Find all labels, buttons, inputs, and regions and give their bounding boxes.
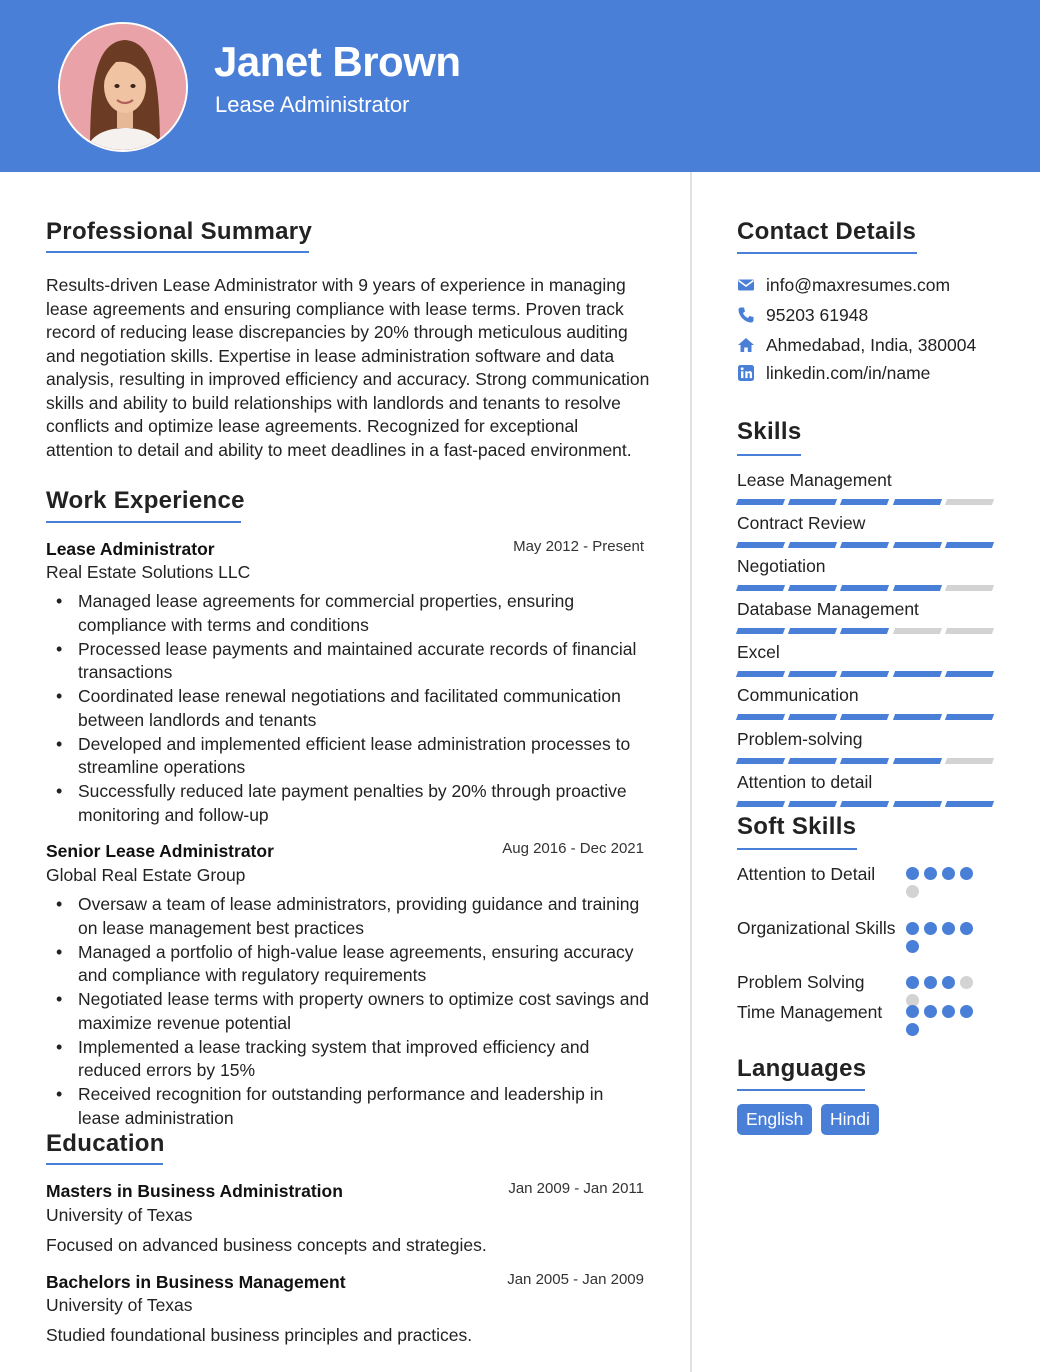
skill-name: Problem-solving	[737, 729, 863, 749]
skill-bar-segment	[788, 542, 837, 548]
job-company: Real Estate Solutions LLC	[46, 562, 251, 582]
skill-bar-segment	[736, 628, 785, 634]
skill-bar-segment	[945, 542, 994, 548]
job-date: Aug 2016 - Dec 2021	[502, 840, 644, 857]
job-bullet: • Successfully reduced late payment penalties by 20% through proactive monitoring and follow-up	[46, 780, 650, 827]
degree-school: University of Texas	[46, 1295, 193, 1315]
skill-bar-segment	[840, 585, 889, 591]
skill-bar-segment	[945, 671, 994, 677]
contact-heading-underline	[737, 252, 917, 254]
rating-dot	[906, 976, 919, 989]
job-title: Lease Administrator	[46, 539, 215, 559]
skill-name: Lease Management	[737, 470, 892, 490]
language-tag: English	[737, 1104, 812, 1135]
rating-dot	[906, 885, 919, 898]
rating-dot	[960, 1005, 973, 1018]
skill-level-bar	[737, 801, 993, 807]
rating-dot	[906, 922, 919, 935]
soft-skill-name: Organizational Skills	[737, 918, 896, 938]
candidate-title: Lease Administrator	[215, 92, 410, 117]
skill-bar-segment	[840, 671, 889, 677]
skill-bar-segment	[840, 542, 889, 548]
job-bullet: • Implemented a lease tracking system that improved efficiency and reduced errors by 15%	[46, 1036, 650, 1083]
avatar-illustration	[60, 24, 188, 152]
skill-bar-segment	[736, 758, 785, 764]
skill-bar-segment	[945, 499, 994, 505]
summary-heading-underline	[46, 251, 309, 253]
rating-dot	[942, 976, 955, 989]
skill-bar-segment	[736, 585, 785, 591]
soft-skills-heading: Soft Skills	[737, 813, 857, 840]
skills-heading: Skills	[737, 418, 802, 445]
skill-bar-segment	[840, 801, 889, 807]
skill-bar-segment	[893, 671, 942, 677]
job-title: Senior Lease Administrator	[46, 841, 274, 861]
rating-dot	[942, 1005, 955, 1018]
skill-bar-segment	[788, 758, 837, 764]
job-bullet: • Developed and implemented efficient lease administration processes to streamline operations	[46, 733, 650, 780]
contact-phone-text: 95203 61948	[766, 304, 869, 325]
rating-dot	[942, 867, 955, 880]
skill-bar-segment	[788, 714, 837, 720]
job-bullet: • Coordinated lease renewal negotiations and facilitated communication between landlords and tenants	[46, 685, 650, 732]
contact-address-text: Ahmedabad, India, 380004	[766, 334, 977, 355]
soft-skill-name: Attention to Detail	[737, 864, 876, 884]
home-icon	[737, 336, 755, 354]
job-bullet: • Managed lease agreements for commercial properties, ensuring compliance with terms and conditions	[46, 590, 650, 637]
skill-bar-segment	[893, 585, 942, 591]
rating-dot	[924, 867, 937, 880]
education-heading-underline	[46, 1163, 163, 1165]
envelope-icon	[737, 276, 755, 294]
soft-skill-rating	[906, 976, 986, 1007]
skill-bar-segment	[736, 801, 785, 807]
rating-dot	[924, 922, 937, 935]
contact-address	[737, 333, 976, 357]
skill-name: Negotiation	[737, 556, 826, 576]
linkedin-icon	[737, 364, 755, 382]
contact-phone[interactable]	[737, 303, 868, 327]
skill-bar-segment	[945, 714, 994, 720]
skill-level-bar	[737, 628, 993, 634]
summary-text: Results-driven Lease Administrator with 9 years of experience in managing lease agreements and ensuring compliance with lease terms. Proven track record of reducing lease discrepancies by 20% through meticulous auditing and negotiation skills. Expertise in lease administration software and data analysis, resulting in improved efficiency and accuracy. Strong communication skills and ability to build relationships with landlords and tenants to resolve conflicts and optimize lease agreements. Recognized for exceptional attention to detail and ability to meet deadlines in a fast-paced environment.	[46, 275, 650, 460]
skill-bar-segment	[893, 801, 942, 807]
skill-bar-segment	[945, 628, 994, 634]
job-date: May 2012 - Present	[513, 538, 644, 555]
skill-level-bar	[737, 671, 993, 677]
degree-school: University of Texas	[46, 1205, 193, 1225]
experience-heading-underline	[46, 521, 241, 523]
resume-header	[0, 0, 1040, 172]
skill-bar-segment	[893, 542, 942, 548]
skill-name: Communication	[737, 685, 859, 705]
degree-title: Masters in Business Administration	[46, 1181, 343, 1201]
skill-bar-segment	[840, 758, 889, 764]
soft-skills-heading-underline	[737, 848, 857, 850]
languages-heading: Languages	[737, 1055, 867, 1082]
soft-skill-rating	[906, 1005, 986, 1036]
skill-bar-segment	[788, 671, 837, 677]
rating-dot	[906, 1023, 919, 1036]
job-bullet: • Negotiated lease terms with property owners to optimize cost savings and maximize revenue potential	[46, 988, 650, 1035]
degree-title: Bachelors in Business Management	[46, 1272, 346, 1292]
skill-bar-segment	[840, 499, 889, 505]
contact-linkedin-text: linkedin.com/in/name	[766, 362, 931, 383]
degree-date: Jan 2005 - Jan 2009	[507, 1271, 644, 1288]
rating-dot	[942, 922, 955, 935]
skill-level-bar	[737, 585, 993, 591]
rating-dot	[906, 1005, 919, 1018]
language-tag: Hindi	[821, 1104, 879, 1135]
soft-skill-rating	[906, 922, 986, 953]
skill-bar-segment	[893, 499, 942, 505]
degree-description: Studied foundational business principles and practices.	[46, 1325, 473, 1345]
skill-bar-segment	[788, 499, 837, 505]
rating-dot	[960, 976, 973, 989]
contact-heading: Contact Details	[737, 218, 917, 245]
rating-dot	[924, 976, 937, 989]
skill-bar-segment	[736, 714, 785, 720]
job-bullet: • Oversaw a team of lease administrators, providing guidance and training on lease management best practices	[46, 893, 650, 940]
skill-bar-segment	[788, 801, 837, 807]
skill-bar-segment	[788, 585, 837, 591]
skill-name: Excel	[737, 642, 780, 662]
rating-dot	[906, 867, 919, 880]
soft-skill-name: Time Management	[737, 1002, 883, 1022]
skill-bar-segment	[945, 758, 994, 764]
job-bullet: • Managed a portfolio of high-value lease agreements, ensuring accuracy and compliance with regulatory requirements	[46, 941, 650, 988]
skill-bar-segment	[893, 628, 942, 634]
job-bullets	[46, 590, 650, 828]
skill-bar-segment	[736, 499, 785, 505]
rating-dot	[924, 1005, 937, 1018]
column-divider	[690, 172, 692, 1372]
job-company: Global Real Estate Group	[46, 865, 246, 885]
rating-dot	[960, 867, 973, 880]
skill-bar-segment	[893, 714, 942, 720]
skills-heading-underline	[737, 454, 801, 456]
skill-level-bar	[737, 542, 993, 548]
profile-photo	[58, 22, 188, 152]
degree-description: Focused on advanced business concepts and strategies.	[46, 1235, 487, 1255]
skill-bar-segment	[893, 758, 942, 764]
skill-bar-segment	[945, 801, 994, 807]
education-heading: Education	[46, 1130, 165, 1157]
skill-level-bar	[737, 714, 993, 720]
skill-bar-segment	[736, 671, 785, 677]
skill-name: Database Management	[737, 599, 919, 619]
summary-heading: Professional Summary	[46, 218, 313, 245]
candidate-name: Janet Brown	[214, 38, 461, 85]
job-bullet: • Received recognition for outstanding performance and leadership in lease administration	[46, 1083, 650, 1130]
skill-level-bar	[737, 758, 993, 764]
contact-linkedin[interactable]	[737, 361, 930, 385]
skill-name: Contract Review	[737, 513, 866, 533]
contact-email-text: info@maxresumes.com	[766, 274, 951, 295]
experience-heading: Work Experience	[46, 487, 245, 514]
rating-dot	[960, 922, 973, 935]
rating-dot	[906, 940, 919, 953]
skill-bar-segment	[840, 628, 889, 634]
skill-bar-segment	[840, 714, 889, 720]
languages-heading-underline	[737, 1089, 865, 1091]
skill-bar-segment	[945, 585, 994, 591]
job-bullets	[46, 893, 650, 1131]
skill-bar-segment	[736, 542, 785, 548]
skill-name: Attention to detail	[737, 772, 873, 792]
contact-email[interactable]	[737, 273, 950, 297]
soft-skill-rating	[906, 867, 986, 898]
job-bullet: • Processed lease payments and maintained accurate records of financial transactions	[46, 638, 650, 685]
soft-skill-name: Problem Solving	[737, 972, 865, 992]
skill-level-bar	[737, 499, 993, 505]
phone-icon	[737, 306, 755, 324]
skill-bar-segment	[788, 628, 837, 634]
degree-date: Jan 2009 - Jan 2011	[508, 1180, 644, 1197]
